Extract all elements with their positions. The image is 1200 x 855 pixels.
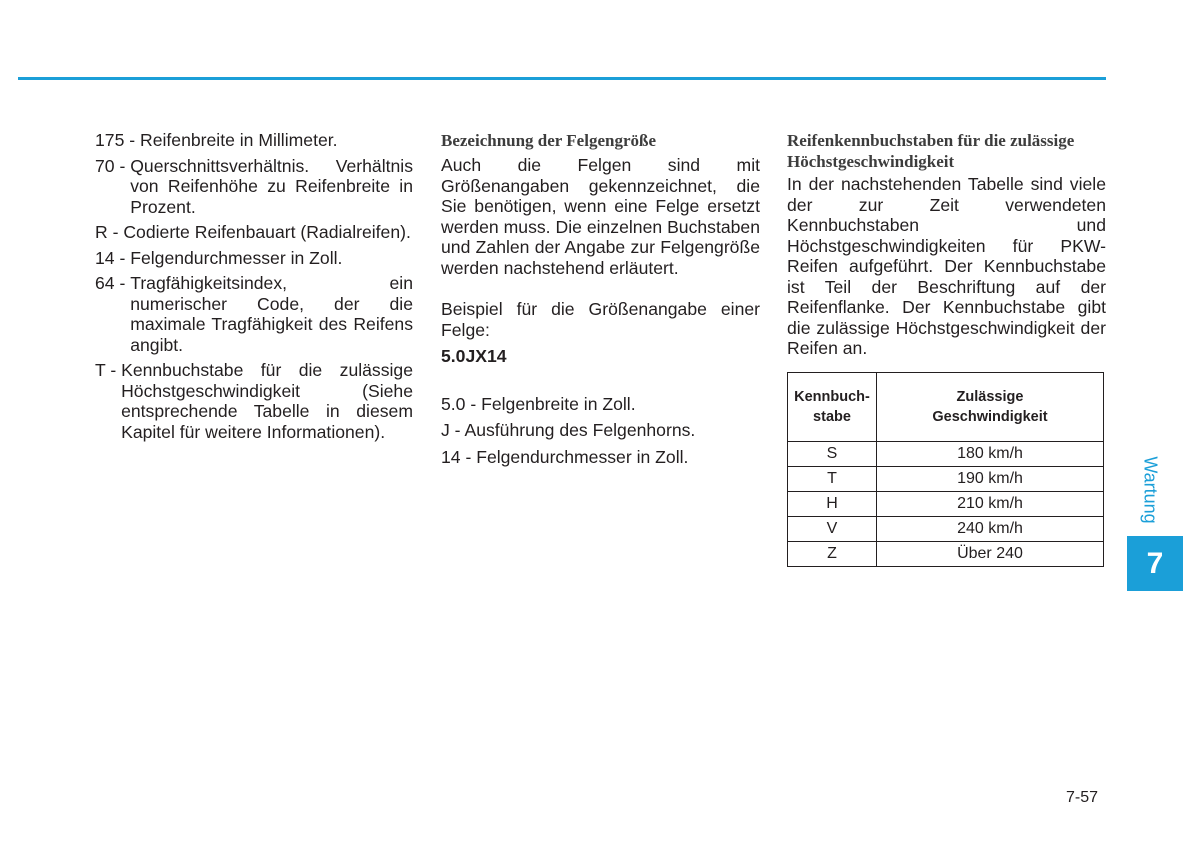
paragraph: Auch die Felgen sind mit Größenangaben gekennzeichnet, die Sie benötigen, wenn eine Felge ersetzt werden muss. Die einzelnen Buchstaben und Zahlen der Angabe zur Felgengröße werden nachstehend erläutert. [441,155,760,278]
tire-code-list [95,130,413,447]
table-header: Zulässige Geschwindigkeit [877,372,1104,441]
rim-line: J - Ausführung des Felgenhorns. [441,420,696,440]
speed-rating-table [787,372,1104,567]
rim-line: 14 - Felgendurchmesser in Zoll. [441,446,689,467]
speed-rating-section [787,130,1106,567]
section-heading: Bezeichnung der Felgengröße [441,131,656,150]
table-row: T 190 km/h [788,466,1104,491]
paragraph: In der nachstehenden Tabelle sind viele der zur Zeit verwendeten Kennbuchstaben und Höchstgeschwindigkeiten für PKW-Reifen aufgeführt. Der Kennbuchstabe ist Teil der Beschriftung auf der Reifenflanke. Der Kennbuchstabe gibt die zulässige Höchstgeschwindigkeit der Reifen an. [787,174,1106,358]
example-code: 5.0JX14 [441,346,507,366]
table-header: Kennbuch- stabe [788,372,877,441]
list-item: R - Codierte Reifenbauart (Radialreifen). [95,222,411,242]
table-row: S 180 km/h [788,441,1104,466]
table-row: H 210 km/h [788,491,1104,516]
chapter-tab-label: Wartung [1140,456,1161,524]
header-rule [18,77,1106,80]
chapter-number-badge: 7 [1127,536,1183,591]
rim-size-section [441,130,760,467]
list-item: T - Kennbuchstabe für die zulässige Höchstgeschwindigkeit (Siehe entsprechende Tabelle in diesem Kapitel für weitere Informationen). [95,360,413,442]
rim-line: 5.0 - Felgenbreite in Zoll. [441,393,636,414]
page-number: 7-57 [1066,789,1099,806]
section-heading: Reifenkennbuchstaben für die zulässige Höchstgeschwindigkeit [787,131,1075,171]
table-row: V 240 km/h [788,516,1104,541]
list-item: 14 - Felgendurchmesser in Zoll. [95,247,343,268]
table-row: Z Über 240 [788,541,1104,566]
list-item: 175 - Reifenbreite in Millimeter. [95,130,338,150]
list-item: 70 - Querschnittsverhältnis. Verhältnis von Reifenhöhe zu Reifenbreite in Prozent. [95,155,413,217]
example-intro: Beispiel für die Größenangabe einer Felge: [441,299,760,340]
list-item: 64 - Tragfähigkeitsindex, ein numerischer Code, der die maximale Tragfähigkeit des Reifens angibt. [95,273,413,355]
